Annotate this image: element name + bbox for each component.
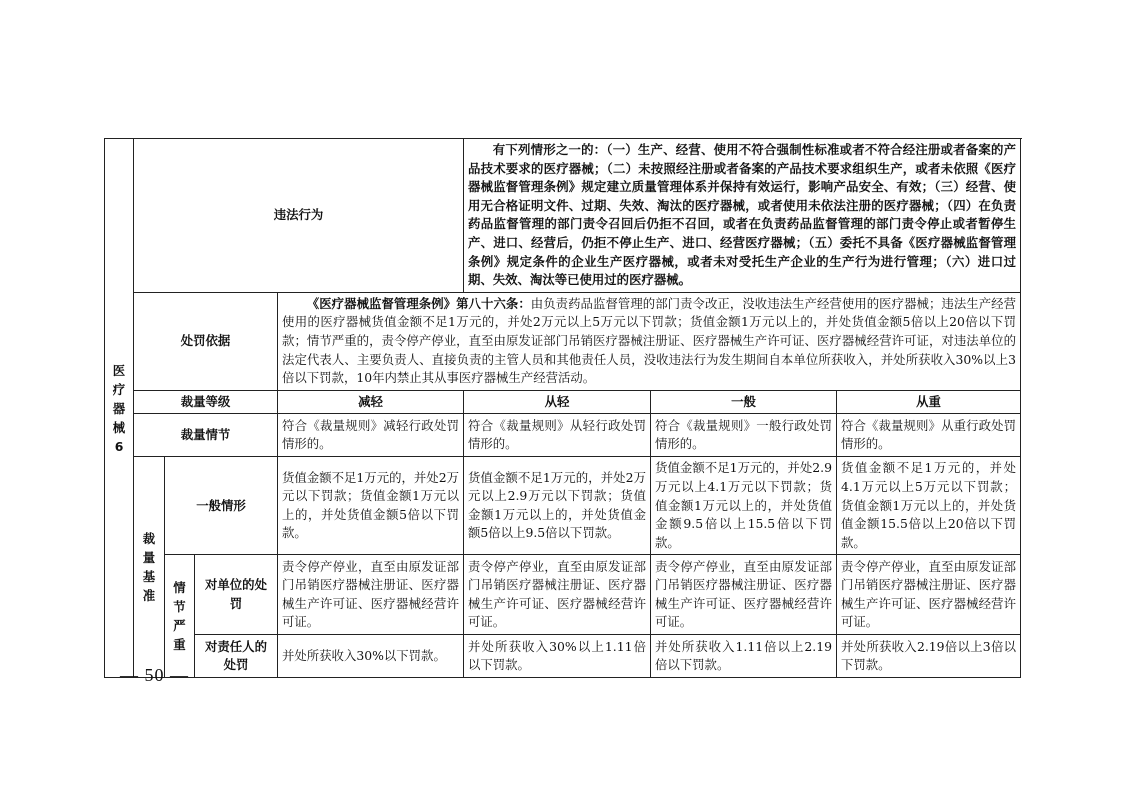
- circumstance-lenient: 符合《裁量规则》从轻行政处罚情形的。: [464, 414, 651, 457]
- circumstance-mitigated: 符合《裁量规则》减轻行政处罚情形的。: [278, 414, 464, 457]
- basis-lead: 《医疗器械监督管理条例》第八十六条：: [306, 295, 531, 311]
- serious-label-cell: [165, 555, 195, 678]
- unit-lenient: 责令停产停业，直至由原发证部门吊销医疗器械注册证、医疗器械生产许可证、医疗器械经营许可证。: [464, 555, 651, 635]
- basis-text: 由负责药品监督管理的部门责令改正，没收违法生产经营使用的医疗器械；违法生产经营使用的医疗器械货值金额不足1万元的，并处2万元以上5万元以下罚款；货值金额1万元以上的，并处货值金额5倍以上20倍以下罚款；情节严重的，责令停产停业，直至由原发证部门吊销医疗器械注册证、医疗器械生产许可证、医疗器械经营许可证，对违法单位的法定代表人、主要负责人、直接负责的主管人员和其他责任人员，没收违法行为发生期间自本单位所获收入，并处所获收入30%以上3倍以下罚款，10年内禁止其从事医疗器械生产经营活动。: [282, 295, 1017, 386]
- level-severe: 从重: [837, 390, 1021, 414]
- general-lenient: 货值金额不足1万元的，并处2万元以上2.9万元以下罚款；货值金额1万元以上的，并处货值金额5倍以上9.5倍以下罚款。: [464, 457, 651, 555]
- person-lenient: 并处所获收入30%以上1.11倍以下罚款。: [464, 635, 651, 678]
- serious-label: 情节严重: [173, 580, 186, 653]
- person-severe: 并处所获收入2.19倍以上3倍以下罚款。: [837, 635, 1021, 678]
- violation-text: 有下列情形之一的：（一）生产、经营、使用不符合强制性标准或者不符合经注册或者备案的产品技术要求的医疗器械；（二）未按照经注册或者备案的产品技术要求组织生产，或者未依照《医疗器械监督管理条例》规定建立质量管理体系并保持有效运行，影响产品安全、有效；（三）经营、使用无合格证明文件、过期、失效、淘汰的医疗器械，或者使用未依法注册的医疗器械；（四）在负责药品监督管理的部门责令召回后仍拒不召回，或者在负责药品监督管理的部门责令停止或者暂停生产、进口、经营后，仍拒不停止生产、进口、经营医疗器械；（五）委托不具备《医疗器械监督管理条例》规定条件的企业生产医疗器械，或者未对受托生产企业的生产行为进行管理；（六）进口过期、失效、淘汰等已使用过的医疗器械。: [464, 139, 1021, 293]
- circumstance-general: 符合《裁量规则》一般行政处罚情形的。: [651, 414, 837, 457]
- penalty-standard-table: [104, 138, 1021, 678]
- category-label: 医疗器械6: [112, 362, 126, 454]
- category-cell: [105, 139, 134, 678]
- standard-label-cell: [134, 457, 165, 678]
- circumstance-severe: 符合《裁量规则》从重行政处罚情形的。: [837, 414, 1021, 457]
- general-mitigated: 货值金额不足1万元的，并处2万元以下罚款；货值金额1万元以上的，并处货值金额5倍以下罚款。: [278, 457, 464, 555]
- level-mitigated: 减轻: [278, 390, 464, 414]
- basis-label: 处罚依据: [134, 292, 278, 390]
- unit-mitigated: 责令停产停业，直至由原发证部门吊销医疗器械注册证、医疗器械生产许可证、医疗器械经营许可证。: [278, 555, 464, 635]
- page-number: — 50 —: [120, 665, 189, 685]
- levels-label: 裁量等级: [134, 390, 278, 414]
- violation-label: 违法行为: [134, 139, 464, 293]
- basis-cell: [278, 292, 1021, 390]
- general-label: 一般情形: [165, 457, 278, 555]
- general-severe: 货值金额不足1万元的，并处4.1万元以上5万元以下罚款；货值金额1万元以上的，并处货值金额15.5倍以上20倍以下罚款。: [837, 457, 1021, 555]
- unit-severe: 责令停产停业，直至由原发证部门吊销医疗器械注册证、医疗器械生产许可证、医疗器械经营许可证。: [837, 555, 1021, 635]
- standard-label: 裁量基准: [142, 531, 156, 604]
- level-lenient: 从轻: [464, 390, 651, 414]
- person-penalty-label: 对责任人的处罚: [195, 635, 278, 678]
- unit-penalty-label: 对单位的处罚: [195, 555, 278, 635]
- person-general: 并处所获收入1.11倍以上2.19倍以下罚款。: [651, 635, 837, 678]
- person-mitigated: 并处所获收入30%以下罚款。: [278, 635, 464, 678]
- level-general: 一般: [651, 390, 837, 414]
- unit-general: 责令停产停业，直至由原发证部门吊销医疗器械注册证、医疗器械生产许可证、医疗器械经营许可证。: [651, 555, 837, 635]
- circumstance-label: 裁量情节: [134, 414, 278, 457]
- general-general: 货值金额不足1万元的，并处2.9万元以上4.1万元以下罚款；货值金额1万元以上的，并处货值金额9.5倍以上15.5倍以下罚款。: [651, 457, 837, 555]
